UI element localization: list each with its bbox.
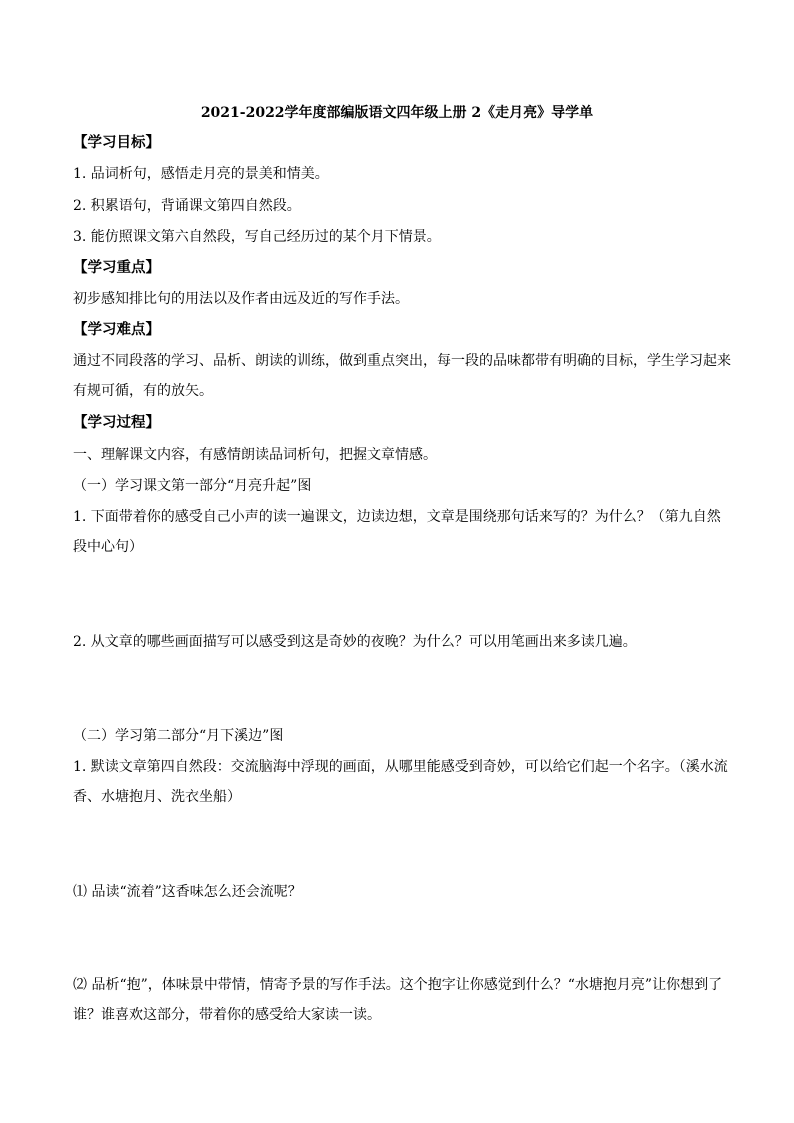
- question-1: 1. 下面带着你的感受自己小声的读一遍课文，边读边想，文章是围绕那句话来写的？为什么？（第九自然段中心句）: [73, 509, 721, 555]
- goals-heading: 【学习目标】: [73, 134, 160, 151]
- process-sub-one: （一）学习课文第一部分“月亮升起”图: [73, 478, 312, 494]
- goal-item-1: 1. 品词析句，感悟走月亮的景美和情美。: [73, 166, 329, 182]
- goal-item-2: 2. 积累语句，背诵课文第四自然段。: [73, 198, 301, 214]
- focus-text: 初步感知排比句的用法以及作者由远及近的写作手法。: [73, 291, 409, 307]
- question-3-2: ⑵ 品析“抱”，体味景中带情，情寄予景的写作手法。这个抱字让你感觉到什么？“水塘抱月亮”让你想到了谁？谁喜欢这部分，带着你的感受给大家读一读。: [73, 977, 723, 1023]
- document-title: 2021-2022学年度部编版语文四年级上册 2《走月亮》导学单: [200, 105, 594, 121]
- difficulty-heading: 【学习难点】: [73, 321, 160, 338]
- process-heading: 【学习过程】: [73, 414, 160, 431]
- question-3-1: ⑴ 品读“流着”这香味怎么还会流呢？: [73, 884, 302, 900]
- focus-heading: 【学习重点】: [73, 259, 160, 276]
- goal-item-3: 3. 能仿照课文第六自然段，写自己经历过的某个月下情景。: [73, 229, 441, 245]
- question-2: 2. 从文章的哪些画面描写可以感受到这是奇妙的夜晚？为什么？可以用笔画出来多读几遍。: [73, 634, 637, 650]
- difficulty-text: 通过不同段落的学习、品析、朗读的训练，做到重点突出，每一段的品味都带有明确的目标，学生学习起来有规可循，有的放矢。: [73, 353, 731, 399]
- process-sub-two: （二）学习第二部分“月下溪边”图: [73, 728, 284, 744]
- process-part-one: 一、理解课文内容，有感情朗读品词析句，把握文章情感。: [73, 447, 437, 463]
- question-3: 1. 默读文章第四自然段：交流脑海中浮现的画面，从哪里能感受到奇妙，可以给它们起一个名字。（溪水流香、水塘抱月、洗衣坐船）: [73, 759, 728, 805]
